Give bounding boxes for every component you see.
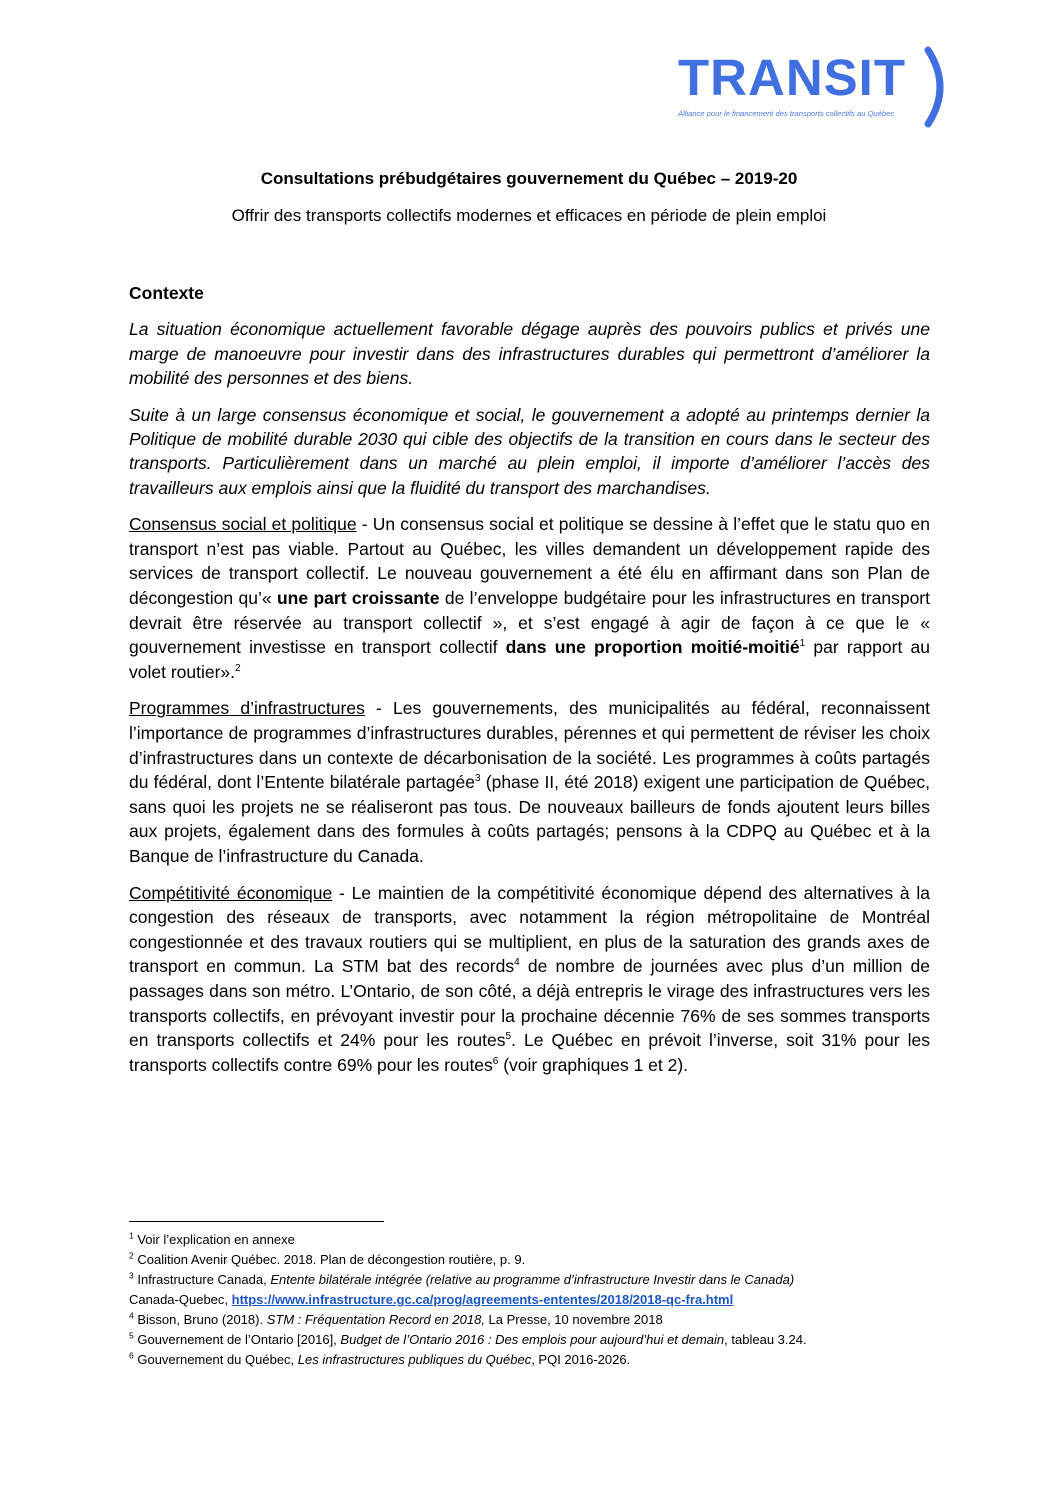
footnote-number: 5 — [129, 1330, 134, 1341]
footnote-text: Bisson, Bruno (2018). — [133, 1312, 267, 1327]
document-subtitle: Offrir des transports collectifs modernes et efficaces en période de plein emploi — [231, 206, 827, 225]
footnote-ref-6: 6 — [492, 1055, 499, 1067]
footnote-6 — [129, 1350, 939, 1370]
footnote-ref-1: 1 — [799, 638, 806, 650]
footnote-number: 2 — [129, 1250, 134, 1261]
chevron-right-icon — [922, 46, 956, 128]
footnote-ref-4: 4 — [514, 957, 520, 969]
footnote-title: Entente bilatérale intégrée (relative au programme d’infrastructure Investir dans le Canada) — [270, 1272, 795, 1287]
footnote-2 — [129, 1250, 939, 1270]
consensus-bold-1: une part croissante — [276, 588, 440, 609]
footnote-title: STM : Fréquentation Record en 2018, — [266, 1312, 485, 1327]
footnote-number: 1 — [129, 1230, 134, 1241]
programmes-paragraph — [129, 696, 930, 868]
document-title: Consultations prébudgétaires gouvernement du Québec – 2019-20 — [260, 169, 798, 188]
footnote-text: , tableau 3.24. — [724, 1332, 807, 1347]
consensus-paragraph — [129, 512, 930, 684]
consensus-text-1: - Un consensus social et politique se dessine à l’effet que le statu quo en transport n’est pas viable. Partout au Québec, les villes demandent un développement rapide des services de transport collectif. Le nouveau gouvernement a été élu en affirmant dans son Plan de décongestion qu’« — [129, 514, 930, 609]
footnote-3 — [129, 1270, 939, 1290]
competitivite-text-3: . Le Québec en prévoit l’inverse, soit 31% pour les transports collectifs contre 69% pour les routes — [129, 1030, 930, 1075]
footnote-text: La Presse, 10 novembre 2018 — [484, 1312, 663, 1327]
transit-logo — [672, 40, 972, 130]
footnote-3-continued — [129, 1290, 939, 1310]
intro-paragraph-2: Suite à un large consensus économique et social, le gouvernement a adopté au printemps dernier la Politique de mobilité durable 2030 qui cible des objectifs de la transition en cours dans le secteur des transports. Particulièrement dans un marché au plein emploi, il importe d’améliorer l’accès des travailleurs aux emplois ainsi que la fluidité du transport des marchandises. — [129, 404, 930, 498]
footnote-title: Les infrastructures publiques du Québec — [297, 1352, 532, 1367]
footnote-number: 4 — [129, 1310, 134, 1321]
footnote-text: Voir l’explication en annexe — [133, 1232, 295, 1247]
footnote-text: Coalition Avenir Québec. 2018. Plan de décongestion routière, p. 9. — [133, 1252, 526, 1267]
footnotes — [129, 1230, 939, 1370]
footnote-separator — [129, 1221, 384, 1222]
consensus-text-2: de l’enveloppe budgétaire pour les infrastructures en transport devrait être réservée au transport collectif », et s’est engagé à agir de façon à ce que le « gouvernement investisse en transport collectif — [129, 588, 931, 658]
programmes-text-2: (phase II, été 2018) exigent une participation de Québec, sans quoi les projets ne se réaliseront pas tous. De nouveaux bailleurs de fonds ajoutent leurs billes aux projets, également dans des formules à coûts partagés; pensons à la CDPQ au Québec et à la Banque de l’infrastructure du Canada. — [129, 772, 930, 866]
footnote-text: , PQI 2016-2026. — [531, 1352, 631, 1367]
consensus-lead: Consensus social et politique — [129, 514, 357, 535]
competitivite-lead: Compétitivité économique — [129, 882, 333, 903]
competitivite-paragraph — [129, 881, 930, 1078]
footnote-title: Budget de l’Ontario 2016 : Des emplois pour aujourd’hui et demain — [340, 1332, 725, 1347]
logo-tagline: Alliance pour le financement des transports collectifs au Québec — [678, 109, 895, 118]
footnote-ref-5: 5 — [505, 1031, 512, 1043]
programmes-text-1: - Les gouvernements, des municipalités au fédéral, reconnaissent l’importance de programmes d’infrastructures durables, pérennes et qui permettent de réviser les choix d’infrastructures dans un contexte de décarbonisation de la société. Les programmes à coûts partagés du fédéral, dont l’Entente bilatérale partagée — [129, 698, 930, 793]
footnote-5 — [129, 1330, 939, 1350]
infrastructure-link[interactable]: https://www.infrastructure.gc.ca/prog/agreements-ententes/2018/2018-qc-fra.html — [231, 1292, 734, 1307]
section-heading: Contexte — [129, 283, 204, 303]
document-body — [129, 281, 930, 1089]
competitivite-text-1: - Le maintien de la compétitivité économique dépend des alternatives à la congestion des réseaux de transports, avec notamment la région métropolitaine de Montréal congestionnée et des travaux routiers qui se multiplient, en plus de la saturation des grands axes de transport en commun. La STM bat des records — [129, 882, 930, 977]
footnote-4 — [129, 1310, 939, 1330]
footnote-ref-3: 3 — [475, 773, 481, 785]
competitivite-text-2: de nombre de journées avec plus d’un million de passages dans son métro. L’Ontario, de son côté, a déjà entrepris le virage des infrastructures vers les transports collectifs, en prévoyant investir pour la prochaine décennie 76% de ses sommes transports en transports collectifs et 24% pour les routes — [129, 956, 931, 1051]
logo-wordmark: TRANSIT — [678, 49, 906, 106]
footnote-text: Gouvernement du Québec, — [133, 1352, 298, 1367]
intro-paragraph-1: La situation économique actuellement favorable dégage auprès des pouvoirs publics et privés une marge de manoeuvre pour investir dans des infrastructures durables qui permettront d’améliorer la mobilité des personnes et des biens. — [129, 319, 930, 389]
footnote-number: 3 — [129, 1270, 134, 1281]
footnote-1 — [129, 1230, 939, 1250]
competitivite-text-4: (voir graphiques 1 et 2). — [498, 1054, 689, 1075]
consensus-bold-2: dans une proportion moitié-moitié — [505, 637, 800, 658]
footnote-ref-2: 2 — [235, 662, 241, 674]
consensus-text-3: par rapport au volet routier». — [129, 637, 930, 682]
programmes-lead: Programmes d’infrastructures — [129, 698, 365, 719]
footnote-text: Gouvernement de l’Ontario [2016], — [133, 1332, 341, 1347]
footnote-text: Canada-Quebec, — [129, 1292, 232, 1307]
footnote-number: 6 — [129, 1350, 134, 1361]
footnote-text: Infrastructure Canada, — [133, 1272, 271, 1287]
